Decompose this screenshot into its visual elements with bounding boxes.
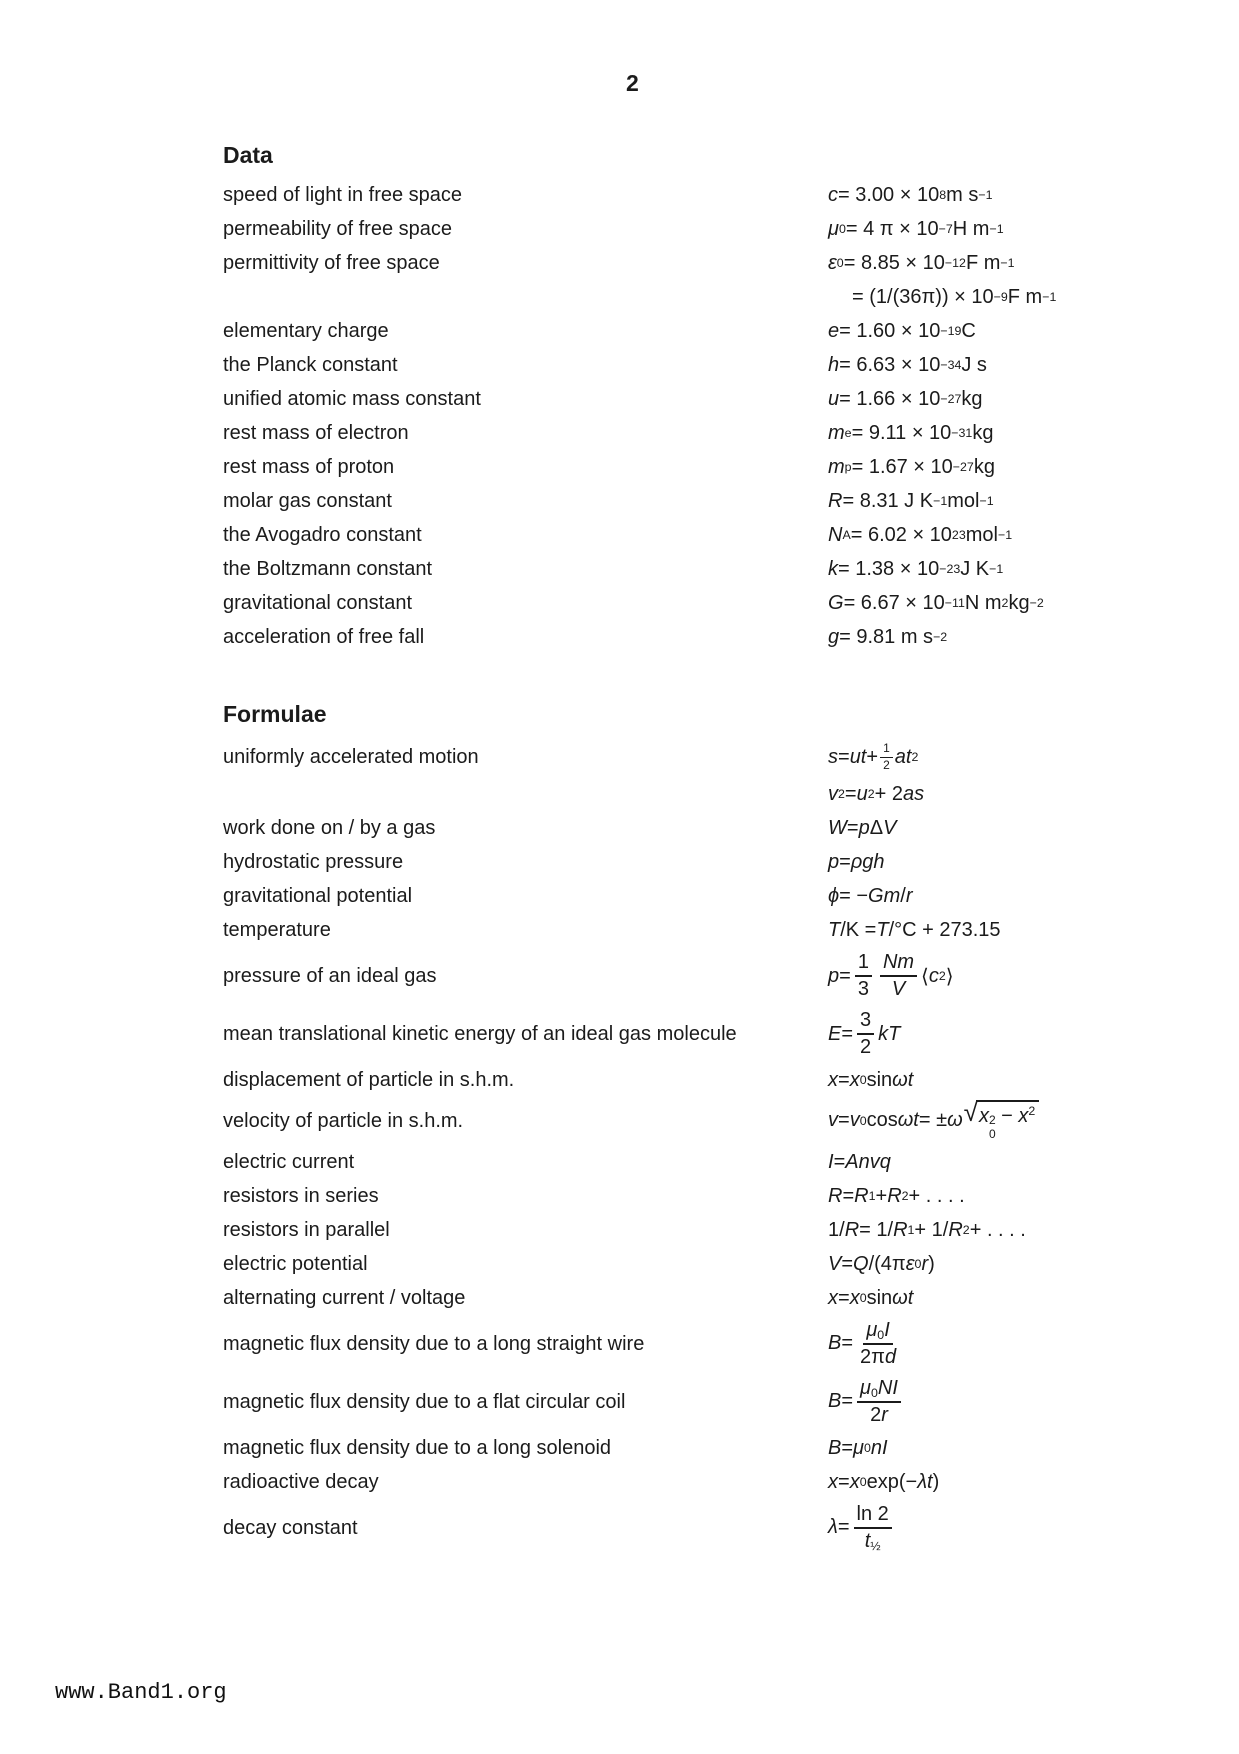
- formula-row: [223, 879, 1199, 913]
- quantity-label: rest mass of proton: [223, 455, 395, 478]
- data-row: [223, 178, 1199, 212]
- formula-expression: 1/ R = 1/ R 1 + 1/ R 2 + . . . .: [828, 1218, 1026, 1241]
- quantity-label: alternating current / voltage: [223, 1286, 466, 1309]
- data-row: [223, 586, 1199, 620]
- formula-expression: e = 1.60 × 10 −19 C: [828, 319, 976, 342]
- formula-expression: T /K = T /°C + 273.15: [828, 918, 1001, 941]
- quantity-label: pressure of an ideal gas: [223, 964, 437, 987]
- quantity-label: electric current: [223, 1150, 355, 1173]
- formula-expression: G = 6.67 × 10 −11 N m 2 kg −2: [828, 591, 1044, 614]
- formula-expression: λ = $\frac{\ln 2}{\text{t½}}$: [828, 1503, 896, 1553]
- quantity-label: magnetic flux density due to a flat circular coil: [223, 1390, 626, 1413]
- formula-expression: N A = 6.02 × 10 23 mol −1: [828, 523, 1013, 546]
- formula-row: [223, 737, 1199, 777]
- data-row: [223, 552, 1199, 586]
- data-row: [223, 416, 1199, 450]
- formula-expression: V = Q /(4π ε 0 r ): [828, 1252, 935, 1275]
- quantity-label: resistors in series: [223, 1184, 379, 1207]
- quantity-label: molar gas constant: [223, 489, 392, 512]
- formula-expression: m p = 1.67 × 10 −27 kg: [828, 455, 995, 478]
- formulae-section-heading: Formulae: [223, 700, 327, 727]
- formula-row: [223, 1431, 1199, 1465]
- formula-expression: u = 1.66 × 10 −27 kg: [828, 387, 983, 410]
- quantity-label: displacement of particle in s.h.m.: [223, 1068, 515, 1091]
- fraction: $\frac{1}{3}$: [855, 951, 872, 1001]
- quantity-label: mean translational kinetic energy of an ideal gas molecule: [223, 1022, 737, 1045]
- formula-expression: g = 9.81 m s −2: [828, 625, 948, 648]
- data-rows: [223, 178, 1199, 654]
- data-row: [223, 484, 1199, 518]
- quantity-label: permittivity of free space: [223, 251, 440, 274]
- formula-row: [223, 1213, 1199, 1247]
- formula-expression: W = p Δ V: [828, 816, 897, 839]
- formulae-rows: [223, 737, 1199, 1557]
- formula-expression: c = 3.00 × 10 8 m s −1: [828, 183, 993, 206]
- quantity-label: radioactive decay: [223, 1470, 379, 1493]
- formula-row: [223, 1179, 1199, 1213]
- formula-row: [223, 777, 1199, 811]
- formula-expression: v = v 0 cos ωt = ± ω √ x 2 0 − $x^2$: [828, 1100, 1039, 1142]
- formula-expression: B = μ 0 nI: [828, 1436, 888, 1459]
- quantity-label: speed of light in free space: [223, 183, 463, 206]
- formula-expression: E = $\frac{3}{2}$ kT: [828, 1009, 901, 1058]
- quantity-label: the Planck constant: [223, 353, 398, 376]
- quantity-label: the Avogadro constant: [223, 523, 422, 546]
- formula-row: [223, 1097, 1199, 1145]
- quantity-label: gravitational potential: [223, 884, 413, 907]
- formula-expression: h = 6.63 × 10 −34 J s: [828, 353, 987, 376]
- formula-row: [223, 947, 1199, 1005]
- formula-row: [223, 1005, 1199, 1063]
- data-row: [223, 314, 1199, 348]
- formula-expression: k = 1.38 × 10 −23 J K −1: [828, 557, 1004, 580]
- data-row: [223, 518, 1199, 552]
- formula-row: [223, 1063, 1199, 1097]
- formula-expression: R = 8.31 J K −1 mol −1: [828, 489, 994, 512]
- footer-url: www.Band1.org: [55, 1680, 227, 1705]
- formula-expression: m e = 9.11 × 10 −31 kg: [828, 421, 994, 444]
- quantity-label: the Boltzmann constant: [223, 557, 433, 580]
- quantity-label: hydrostatic pressure: [223, 850, 404, 873]
- formula-row: [223, 1373, 1199, 1431]
- formula-row: [223, 1145, 1199, 1179]
- formula-expression: v 2 = u 2 + 2 as: [828, 782, 925, 805]
- formula-expression: R = R 1 + R 2 + . . . .: [828, 1184, 965, 1207]
- quantity-label: elementary charge: [223, 319, 389, 342]
- quantity-label: rest mass of electron: [223, 421, 409, 444]
- fraction: $\frac{\mu 0NI}{2r}$: [857, 1377, 901, 1427]
- formula-row: [223, 1315, 1199, 1373]
- content-area: [223, 137, 1199, 1557]
- square-root: √ x 2 0 − $x^2$: [964, 1100, 1040, 1142]
- formula-row: [223, 1281, 1199, 1315]
- formula-expression: = (1/(36π)) × 10 −9 F m −1: [852, 285, 1057, 308]
- quantity-label: temperature: [223, 918, 331, 941]
- quantity-label: magnetic flux density due to a long straight wire: [223, 1332, 645, 1355]
- formula-row: [223, 1465, 1199, 1499]
- stacked-sub-sup: 2 0: [988, 1113, 996, 1142]
- data-row: [223, 450, 1199, 484]
- formula-expression: μ 0 = 4 π × 10 −7 H m −1: [828, 217, 1004, 240]
- formula-row: [223, 811, 1199, 845]
- quantity-label: gravitational constant: [223, 591, 413, 614]
- data-section-heading: Data: [223, 141, 273, 168]
- data-row: [223, 280, 1199, 314]
- formula-expression: p = $\frac{1}{3}$ $\frac{Nm}{V}$ ⟨ c 2 ⟩: [828, 951, 954, 1000]
- formula-row: [223, 1247, 1199, 1281]
- quantity-label: unified atomic mass constant: [223, 387, 481, 410]
- formula-expression: I = Anvq: [828, 1150, 891, 1173]
- formula-expression: ε 0 = 8.85 × 10 −12 F m −1: [828, 251, 1015, 274]
- quantity-label: decay constant: [223, 1516, 358, 1539]
- quantity-label: uniformly accelerated motion: [223, 745, 479, 768]
- formula-expression: p = ρgh: [828, 850, 885, 873]
- data-row: [223, 620, 1199, 654]
- data-row: [223, 382, 1199, 416]
- fraction: $\frac{1}{2}$: [880, 742, 893, 773]
- data-row: [223, 212, 1199, 246]
- data-row: [223, 246, 1199, 280]
- quantity-label: permeability of free space: [223, 217, 453, 240]
- formula-expression: B = $\frac{\mu 0I}{2\pi d}$: [828, 1319, 903, 1369]
- formula-row: [223, 913, 1199, 947]
- fraction: $\frac{\mu 0I}{2\pi d}$: [860, 1318, 897, 1369]
- quantity-label: magnetic flux density due to a long solenoid: [223, 1436, 612, 1459]
- fraction: $\frac{\ln 2}{\text{t½}}$: [854, 1503, 892, 1553]
- formula-row: [223, 845, 1199, 879]
- formula-expression: s = ut + $\frac{1}{2}$ at 2: [828, 740, 919, 772]
- quantity-label: acceleration of free fall: [223, 625, 425, 648]
- fraction: $\frac{3}{2}$: [857, 1009, 874, 1059]
- formula-expression: x = x 0 exp(− λt ): [828, 1470, 940, 1493]
- quantity-label: velocity of particle in s.h.m.: [223, 1109, 464, 1132]
- data-row: [223, 348, 1199, 382]
- quantity-label: resistors in parallel: [223, 1218, 390, 1241]
- formula-expression: x = x 0 sin ωt: [828, 1286, 914, 1309]
- quantity-label: work done on / by a gas: [223, 816, 436, 839]
- formula-expression: ϕ = − Gm / r: [828, 884, 913, 907]
- radical-sign: √: [963, 1097, 978, 1128]
- formula-expression: x = x 0 sin ωt: [828, 1068, 914, 1091]
- formula-expression: B = $\frac{\mu 0NI}{2r}$: [828, 1377, 905, 1427]
- page-number: 2: [626, 70, 639, 96]
- formula-row: [223, 1499, 1199, 1557]
- quantity-label: electric potential: [223, 1252, 368, 1275]
- fraction: $\frac{Nm}{V}$: [880, 951, 917, 1001]
